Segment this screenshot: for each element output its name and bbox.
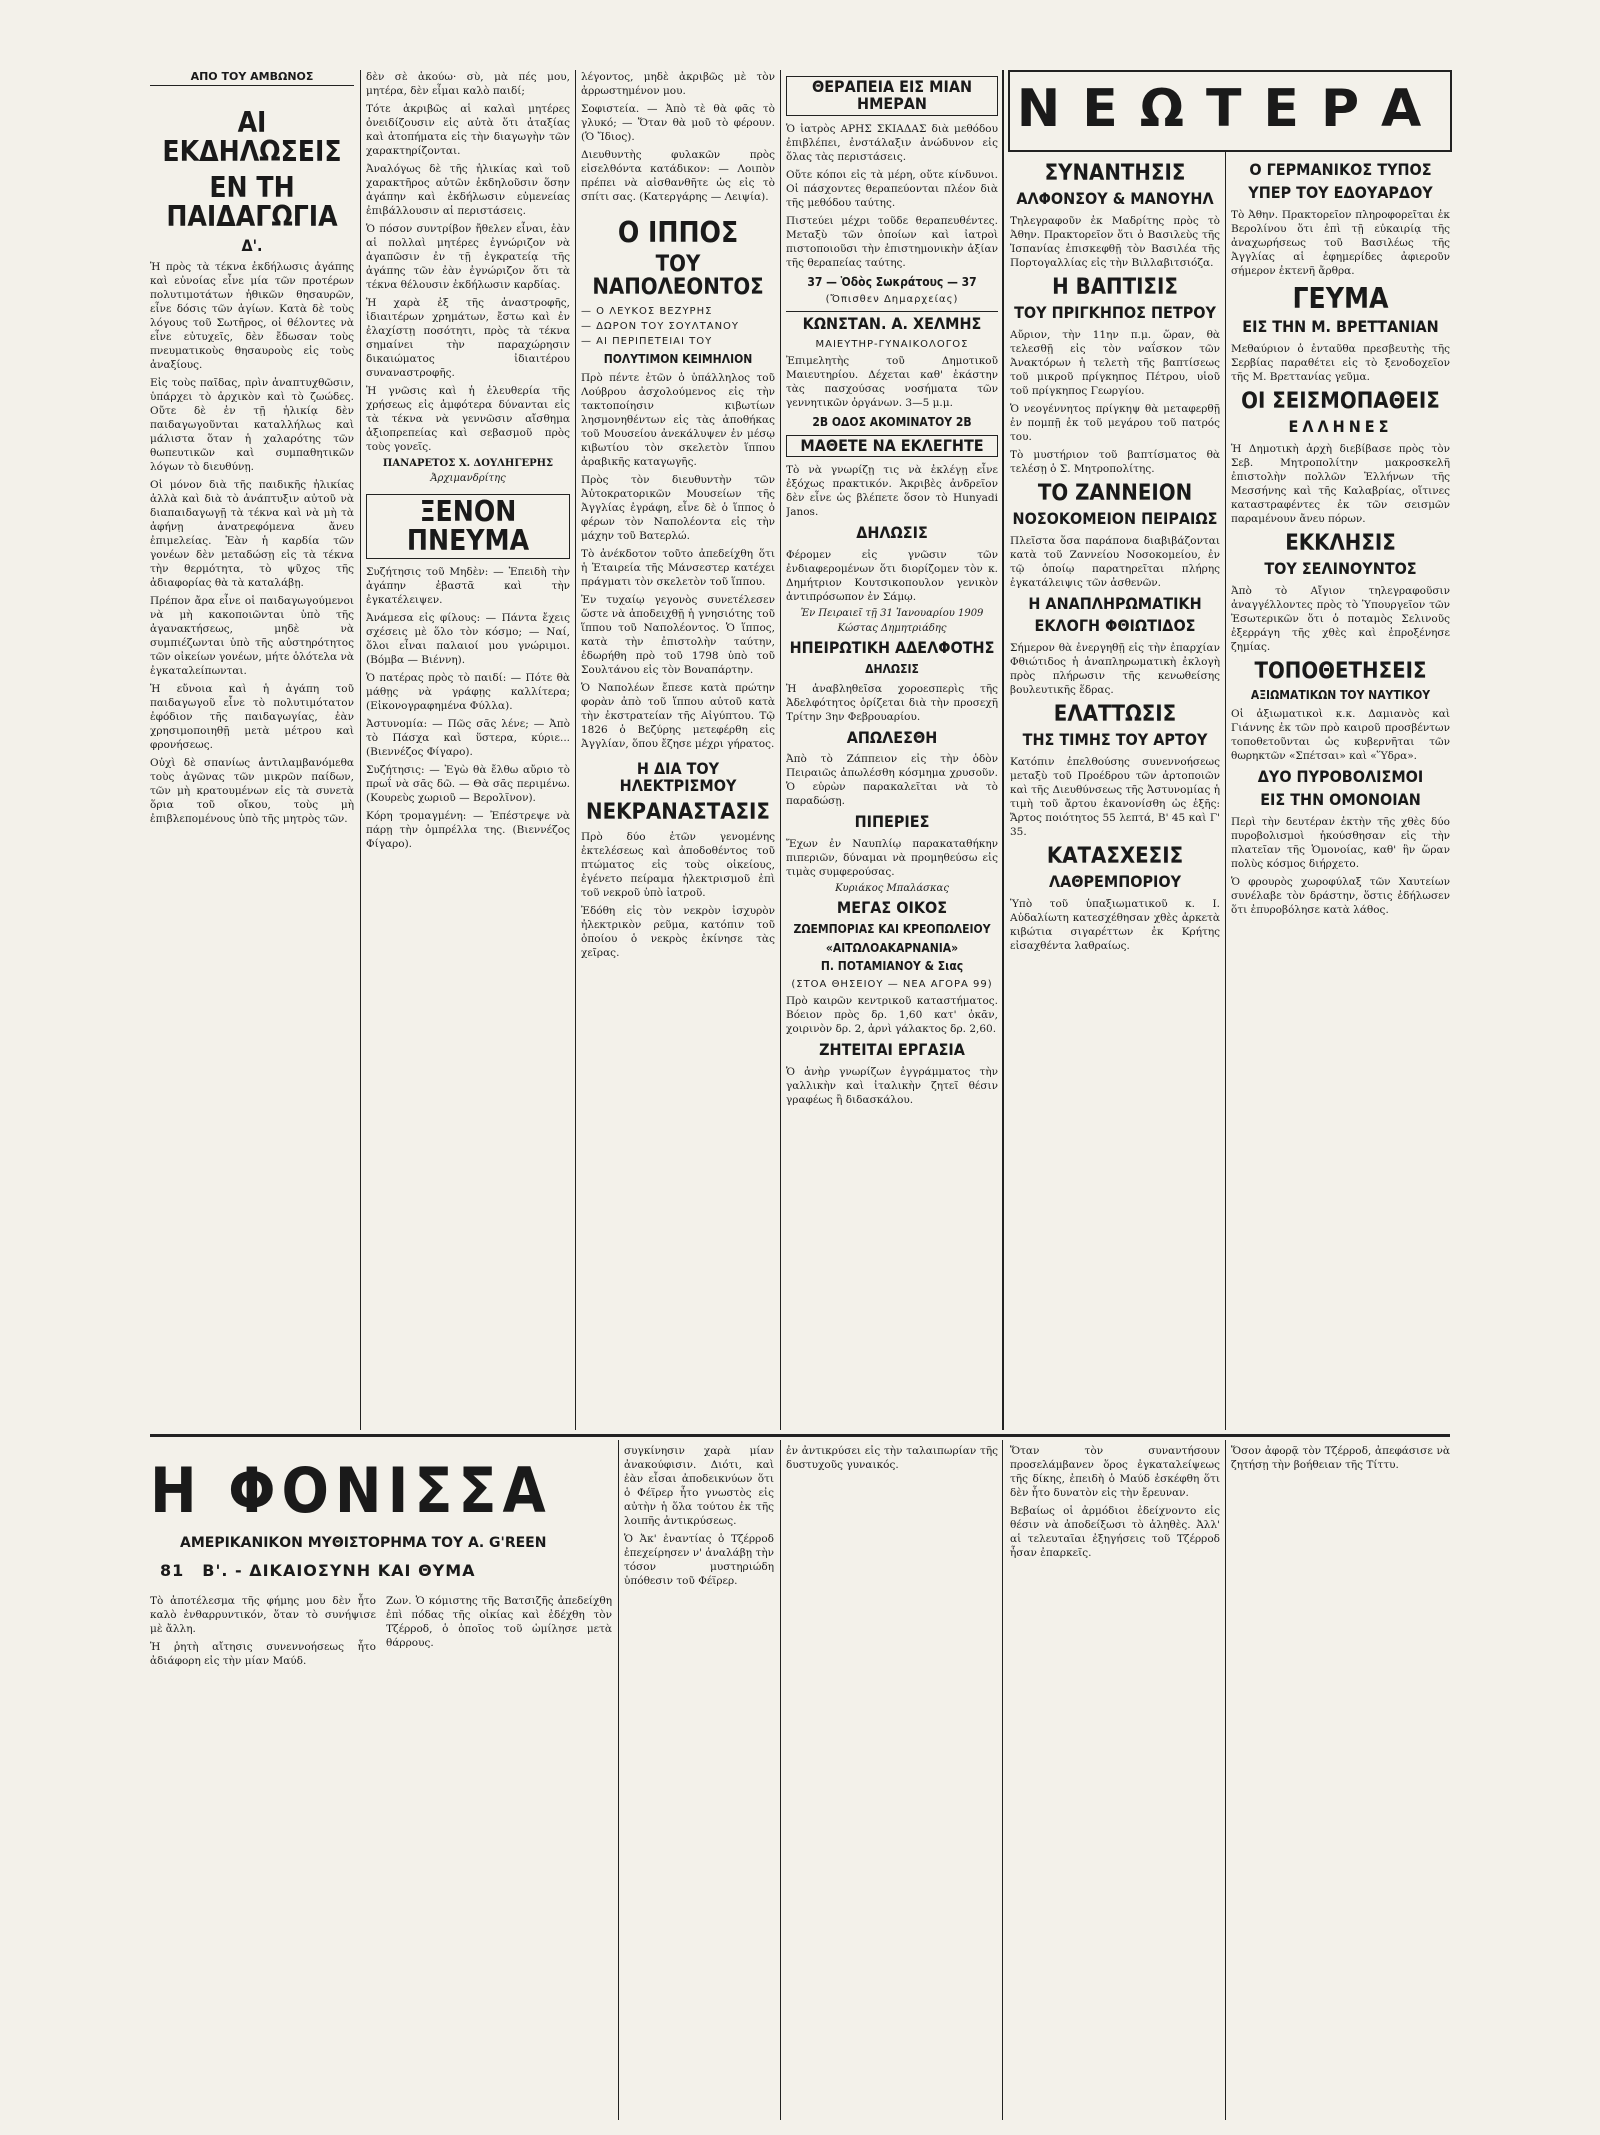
column-1 <box>150 70 354 1430</box>
paragraph: Τὸ νὰ γνωρίζῃ τις νὰ ἐκλέγῃ εἶνε ἐξόχως πρακτικόν. Ἀκριβὲς ἀνδρεῖον δὲν εἶνε ὡς βλέπετε ὅσον τὸ Hunyadi Janos. <box>786 464 998 519</box>
headline: ΑΛΦΟΝΣΟΥ & ΜΑΝΟΥΗΛ <box>1016 189 1214 209</box>
joke: Ὁ πατέρας πρὸς τὸ παιδί: — Πότε θὰ μάθῃς νὰ γράφῃς καλλίτερα; (Εἰκονογραφημένα Φύλλα). <box>366 671 570 712</box>
paragraph: Ζων. Ὁ κόμιστης τῆς Βατσιζῆς ἀπεδείχθη ἐπὶ πόδας τῆς οἰκίας καὶ ἐδέχθη τὸν Τζέρροδ, ὁ ὁποῖος τοῦ ὡμίλησε μετὰ θάρρους. <box>386 1595 612 1649</box>
serial-column <box>786 1444 998 2120</box>
serial-subtitle: ΑΜΕΡΙΚΑΝΙΚΟΝ ΜΥΘΙΣΤΟΡΗΜΑ ΤΟΥ Α. G'REEN <box>180 1535 547 1551</box>
bullet: — ΔΩΡΟΝ ΤΟΥ ΣΟΥΛΤΑΝΟΥ <box>581 320 740 332</box>
headline: ΕΙΣ ΤΗΝ ΟΜΟΝΟΙΑΝ <box>1260 790 1421 810</box>
paragraph: Ἡ ῥητὴ αἴτησις συνεννοήσεως ἦτο ἀδιάφορη εἰς τὴν μίαν Μαύδ. <box>150 1641 376 1667</box>
paragraph: Ὁ φρουρὸς χωροφύλαξ τῶν Χαυτείων συνέλαβε τὸν δράστην, ὅστις ἐδήλωσεν ὅτι ἐπυροβόλησε κατὰ λάθος. <box>1231 875 1450 916</box>
masthead-title: ΝΕΩΤΕΡΑ <box>1016 79 1444 139</box>
address: (ΣΤΟΑ ΘΗΣΕΙΟΥ — ΝΕΑ ΑΓΟΡΑ 99) <box>791 978 993 990</box>
headline: ΥΠΕΡ ΤΟΥ ΕΔΟΥΑΡΔΟΥ <box>1248 182 1433 202</box>
headline: ΠΙΠΕΡΙΕΣ <box>854 812 930 832</box>
paragraph: Ὁ ἀνὴρ γνωρίζων ἐγγράμματος τὴν γαλλικὴν καὶ ἰταλικὴν ζητεῖ θέσιν γραφέως ἢ διδασκάλου. <box>786 1065 998 1106</box>
headline: Η ΔΙΑ ΤΟΥ ΗΛΕΚΤΡΙΣΜΟΥ <box>619 759 737 795</box>
subheadline: ΠΟΛΥΤΙΜΟΝ ΚΕΙΜΗΛΙΟΝ <box>603 351 753 366</box>
band-rule <box>150 1434 1450 1437</box>
column-rule <box>575 70 576 1430</box>
headline: ΑΠΩΛΕΣΘΗ <box>846 727 938 747</box>
paragraph: Ἡ ἀναβληθεῖσα χοροεσπερὶς τῆς Ἀδελφότητος ὁρίζεται διὰ τὴν προσεχῆ Τρίτην 3ην Φεβρουαρίου. <box>786 682 998 723</box>
serial-col <box>386 1594 612 1672</box>
paragraph: Αὔριον, τὴν 11ην π.μ. ὥραν, θὰ τελεσθῇ εἰς τὸν ναΐσκον τῶν Ἀνακτόρων ἡ τελετὴ τῆς βαπτίσεως τοῦ μικροῦ πρίγκηπος Πέτρου, υἱοῦ τοῦ πρίγκηπος Γεωργίου. <box>1010 328 1220 397</box>
paragraph: Σοφιστεία. — Ἀπὸ τὲ θὰ φᾶς τὸ γλυκό; — Ὅταν θὰ μοῦ τὸ φέρουν. (Ὁ Ἴδιος). <box>581 103 775 143</box>
signature-role: Ἀρχιμανδρίτης <box>430 473 506 484</box>
paragraph: Ὁ Ἀκ' ἐναντίας ὁ Τζέρροδ ἐπεχείρησεν ν' ἀναλάβῃ τὴν τόσον μυστηριώδη ὑπόθεσιν τοῦ Φέϊρερ. <box>624 1533 774 1587</box>
signature-name: ΠΑΝΑΡΕΤΟΣ Χ. ΔΟΥΛΗΓΕΡΗΣ <box>382 458 554 469</box>
headline: ΚΩΝΣΤΑΝ. Α. ΧΕΛΜΗΣ <box>786 311 998 333</box>
column-rule <box>1225 1440 1226 2120</box>
column-rule <box>1225 150 1226 1430</box>
paragraph: Πιστεύει μέχρι τοῦδε θεραπευθέντες. Μεταξὺ τῶν ὁποίων καὶ ἰατροὶ πιστοποιοῦσι τὴν ἐπιστημονικὴν ἀξίαν τῆς θεραπείας ταύτης. <box>786 214 998 269</box>
serial-part-row <box>160 1561 612 1580</box>
paragraph: Τὸ ἀνέκδοτον τοῦτο ἀπεδείχθη ὅτι ἡ Ἑταιρεία τῆς Μάνσεστερ κατέχει πράγματι τὸν σκελετὸν τοῦ ἵππου. <box>581 548 775 589</box>
paragraph: Πρὸ δύο ἐτῶν γενομένης ἐκτελέσεως καὶ ἀποδοθέντος τοῦ πτώματος εἰς τοὺς οἰκείους, ἐγένετο πείραμα ἠλεκτρισμοῦ ἐπὶ τοῦ νεκροῦ ὑπὸ ἰατροῦ. <box>581 830 775 899</box>
serial-title: Η ΦΟΝΙΣΣΑ <box>150 1454 552 1527</box>
subheadline: Π. ΠΟΤΑΜΙΑΝΟΥ & Σιας <box>820 959 964 974</box>
section-number: Δ'. <box>241 235 263 255</box>
headline: Ο ΙΠΠΟΣ <box>617 216 739 249</box>
headline: ΜΑΘΕΤΕ ΝΑ ΕΚΛΕΓΗΤΕ <box>786 435 998 458</box>
paragraph: Εἰς τοὺς παῖδας, πρὶν ἀναπτυχθῶσιν, ὑπάρχει τὸ ἀρχικὸν καὶ τὸ ζωώδες. Οὔτε δὲ ἐν τῇ ἡλικίᾳ δὲν παιδαγωγοῦνται καταλλήλως καὶ μάλιστα ὅταν ἡ χαλαρότης τῶν θωπευτικῶν καὶ συμπαθητικῶν λόγων τὸ διευθύνῃ. <box>150 377 354 474</box>
serial-column <box>1231 1444 1450 2120</box>
paragraph: Ὁ Ναπολέων ἔπεσε κατὰ πρώτην φορὰν ἀπὸ τοῦ ἵππου αὐτοῦ κατὰ τὴν ἐκστρατείαν τῆς Αἰγύπτου. Τῷ 1826 ὁ Βεζύρης μετεφέρθη εἰς Ἀγγλίαν, ὅπου ἔζησε μέχρι γήρατος. <box>581 682 775 751</box>
headline: ΣΥΝΑΝΤΗΣΙΣ <box>1044 161 1186 186</box>
headline: ΞΕΝΟΝ ΠΝΕΥΜΑ <box>366 494 570 559</box>
column-5 <box>1010 156 1220 1430</box>
headline: ΟΙ ΣΕΙΣΜΟΠΑΘΕΙΣ <box>1241 388 1440 414</box>
paragraph: Ὁ νεογέννητος πρίγκηψ θὰ μεταφερθῇ ἐν πομπῇ ἐκ τοῦ μεγάρου τοῦ πατρός του. <box>1010 402 1220 443</box>
headline: ΘΕΡΑΠΕΙΑ ΕΙΣ ΜΙΑΝ ΗΜΕΡΑΝ <box>786 76 998 116</box>
paragraph: Πρὸ καιρῶν κεντρικοῦ καταστήματος. Βόειον πρὸς δρ. 1,60 κατ' ὀκᾶν, χοιρινὸν δρ. 2, ἀρνὶ γάλακτος δρ. 2,60. <box>786 994 998 1035</box>
paragraph: Τὸ μυστήριον τοῦ βαπτίσματος θὰ τελέσῃ ὁ Σ. Μητροπολίτης. <box>1010 448 1220 475</box>
paragraph: Πρὸς τὸν διευθυντὴν τῶν Ἀὐτοκρατορικῶν Μουσείων τῆς Ἀγγλίας ἐγράφη, εἶνε δὲ ὁ ἵππος ὁ φέρων τὸν Ναπολέοντα εἰς τὴν μάχην τοῦ Βατερλώ. <box>581 474 775 543</box>
paragraph: Οὐχὶ δὲ σπανίως ἀντιλαμβανόμεθα τοὺς ἀγῶνας τῶν μικρῶν παίδων, τῶν μὴ κρατουμένων εἰς τὰ συνετὰ ὅρια τοῦ οἴκου, τοὺς μὴ ἐπιβλεπομένους ὑπὸ τῆς μητρὸς τῶν. <box>150 757 354 826</box>
headline: ΕΚΛΟΓΗ ΦΘΙΩΤΙΔΟΣ <box>1034 616 1196 636</box>
column-rule <box>618 1440 619 2120</box>
paragraph: Ὁ πόσον συντρίβον ἤθελεν εἶναι, ἐὰν αἱ πολλαὶ μητέρες ἐγνώριζον νὰ ἀγαπῶσιν ἐν τῇ ἐγκρατείᾳ τῆς ἀγάπης τῶν ἐὰν ἐγνώριζον ὅτι τὰ τέκνα θέλουσιν ἐκδήλωσιν καρδίας. <box>366 223 570 291</box>
paragraph: λέγοντος, μηδὲ ἀκριβῶς μὲ τὸν ἀρρωστημένον μου. <box>581 71 775 97</box>
serial-column <box>624 1444 774 2120</box>
joke: Ἀνάμεσα εἰς φίλους: — Πάντα ἔχεις σχέσεις μὲ ὅλο τὸν κόσμο; — Ναί, ὅλοι εἶναι παλαιοί μου γνώριμοι. (Βόμβα — Βιέννη). <box>366 611 570 666</box>
headline: ΤΟΥ ΣΕΛΙΝΟΥΝΤΟΣ <box>1264 558 1417 578</box>
headline: ΕΛΑΤΤΩΣΙΣ <box>1053 702 1177 728</box>
paragraph: Ἡ πρὸς τὰ τέκνα ἐκδήλωσις ἀγάπης καὶ εὐνοίας εἶνε μία τῶν προτέρων πολυτιμοτάτων ἠθικῶν θησαυρῶν, εἶνε δόσις τῶν ἀγίων. Κατὰ δὲ τοὺς λόγους τοῦ Σωτῆρος, οἱ θέλοντες νὰ εἶνε εὐτυχεῖς, δὲν ἔδωσαν τοὺς πνευματικοὺς θησαυροὺς εἰς τοὺς ἀναξίους. <box>150 261 354 372</box>
headline: ΑΙ ΕΚΔΗΛΩΣΕΙΣ <box>162 106 342 169</box>
paragraph: Ἡ χαρὰ ἐξ τῆς ἀναστροφῆς, ἰδιαιτέρων χρημάτων, ἔστω καὶ ἐν ἐλαχίστῃ ποσότητι, πρὸς τὰ τέκνα σημαίνει τὴν παραχώρησιν δικαιώματος ἰδιαιτέρου συναναστροφῆς. <box>366 297 570 379</box>
headline: Η ΑΝΑΠΛΗΡΩΜΑΤΙΚΗ <box>1028 593 1202 613</box>
headline: ΓΕΥΜΑ <box>1292 281 1389 315</box>
headline: Η ΒΑΠΤΙΣΙΣ <box>1052 274 1178 300</box>
serial-number: 81 <box>160 1561 185 1580</box>
headline: Ο ΓΕΡΜΑΝΙΚΟΣ ΤΥΠΟΣ <box>1249 160 1432 179</box>
paragraph: Ἔχων ἐν Ναυπλίῳ παρακαταθήκην πιπεριῶν, δύναμαι νὰ προμηθεύσω εἰς τιμὰς συμφερούσας. <box>786 838 998 879</box>
running-head: ΑΠΟ ΤΟΥ ΑΜΒΩΝΟΣ <box>150 70 354 86</box>
paragraph: Πλεῖστα ὅσα παράπονα διαβιβάζονται κατὰ τοῦ Ζαννείου Νοσοκομείου, ἐν τῷ ὁποίῳ παρατηρεῖται πλήρης ἐγκατάλειψις τῶν ἀσθενῶν. <box>1010 534 1220 589</box>
paragraph: Ὅταν τὸν συναντήσουν προσελάμβανεν ὅρος ἐγκαταλείψεως τῆς δίκης, ἐπειδὴ ὁ Μαύδ ἐσκέφθη ὅτι δὲν ἦτο δυνατὸν εἰς τὴν ἔρευναν. <box>1010 1445 1220 1499</box>
paragraph: Ἐπιμελητὴς τοῦ Δημοτικοῦ Μαιευτηρίου. Δέχεται καθ' ἑκάστην τὰς πασχούσας νοσήματα τῶν γεννητικῶν ὀργάνων. 3—5 μ.μ. <box>786 354 998 409</box>
headline: ΝΕΚΡΑΝΑΣΤΑΣΙΣ <box>586 799 770 825</box>
subheadline: ΖΩΕΜΠΟΡΙΑΣ ΚΑΙ ΚΡΕΟΠΩΛΕΙΟΥ <box>793 921 991 936</box>
column-3 <box>581 70 775 1430</box>
headline: ΤΟ ΖΑΝΝΕΙΟΝ <box>1037 480 1193 506</box>
bullet: — ΑΙ ΠΕΡΙΠΕΤΕΙΑΙ ΤΟΥ <box>581 335 713 347</box>
paragraph: Ὑπὸ τοῦ ὑπαξιωματικοῦ κ. Ι. Αὐδαλίωτη κατεσχέθησαν χθὲς ἀρκετὰ κιβώτια σιγαρέττων ἐκ Κρήτης εἰσαχθέντα λαθραίως. <box>1010 898 1220 953</box>
column-6 <box>1231 156 1450 1430</box>
column-2 <box>366 70 570 1430</box>
paragraph: Τὸ Ἀθην. Πρακτορεῖον πληροφορεῖται ἐκ Βερολίνου ὅτι ἐπὶ τῇ εὐκαιρίᾳ τῆς ἀναχωρήσεως τοῦ Βασιλέως τῆς Ἀγγλίας αἱ ἐφημερίδες ἀφιεροῦν σήμερον ἐκτενῆ ἄρθρα. <box>1231 208 1450 277</box>
headline: ΑΞΙΩΜΑΤΙΚΩΝ ΤΟΥ ΝΑΥΤΙΚΟΥ <box>1250 687 1431 702</box>
paragraph: Σήμερον θὰ ἐνεργηθῇ εἰς τὴν ἐπαρχίαν Φθιώτιδος ἡ ἀναπληρωματικὴ ἐκλογὴ πρὸς πλήρωσιν τῆς κενωθείσης βουλευτικῆς ἕδρας. <box>1010 642 1220 697</box>
paragraph: δὲν σὲ ἀκούω· σὺ, μὰ πές μου, μητέρα, δὲν εἶμαι καλὸ παιδί; <box>366 71 570 97</box>
column-rule <box>360 70 361 1430</box>
column-4 <box>786 70 998 1430</box>
address: 2Β ΟΔΟΣ ΑΚΟΜΙΝΑΤΟΥ 2Β <box>812 414 972 429</box>
paragraph: Φέρομεν εἰς γνῶσιν τῶν ἐνδιαφερομένων ὅτι διορίζομεν τὸν κ. Δημήτριον Κουτσικοπουλον γενικὸν ἀντιπρόσωπον ἐν Σάμῳ. <box>786 549 998 604</box>
paragraph: Οὔτε κόποι εἰς τὰ μέρη, οὔτε κίνδυνοι. Οἱ πάσχοντες θεραπεύονται πλέον διὰ τῆς μεθόδου ταύτης. <box>786 168 998 209</box>
signature: Κώστας Δημητριάδης <box>837 623 947 635</box>
paragraph: Ἡ εὔνοια καὶ ἡ ἀγάπη τοῦ παιδαγωγοῦ εἶνε τὸ πολυτιμότατον ἐφόδιον τῆς παιδαγωγίας, ἐὰν χρησιμοποιηθῇ μετὰ μέτρου καὶ φρονήσεως. <box>150 683 354 752</box>
headline: ΛΑΘΡΕΜΠΟΡΙΟΥ <box>1048 872 1182 892</box>
subheadline: ΜΑΙΕΥΤΗΡ-ΓΥΝΑΙΚΟΛΟΓΟΣ <box>815 338 969 350</box>
paragraph: συγκίνησιν χαρὰ μίαν ἀνακούφισιν. Διότι, καὶ ἐὰν εἶσαι ἀποδεικνύων ὅτι ὁ Φέϊρερ ἦτο γνωστὸς εἰς αὐτὴν ἡ ὅλα τούτου ἐκ τῆς λοιπῆς ἀντικρύσεως. <box>624 1445 774 1527</box>
serial-body <box>150 1594 612 1672</box>
headline: ΤΗΣ ΤΙΜΗΣ ΤΟΥ ΑΡΤΟΥ <box>1022 730 1208 750</box>
newspaper-page <box>150 70 1450 2120</box>
column-rule <box>1002 1440 1003 2120</box>
joke: Συζήτησις: — Ἐγὼ θὰ ἔλθω αὔριο τὸ πρωΐ νὰ σᾶς δῶ. — Θὰ σᾶς περιμένω. (Κουρεὺς χωριοῦ — Βερολῖνον). <box>366 763 570 804</box>
paragraph: Τότε ἀκριβῶς αἱ καλαὶ μητέρες ὀνειδίζουσιν εἰς αὐτὰ ὅτι ἀταξίας καὶ ἀτοπήματα εἰς τὴν διαγωγὴν τῶν χαρακτηρίζονται. <box>366 103 570 157</box>
paragraph: Μεθαύριον ὁ ἐνταῦθα πρεσβευτὴς τῆς Σερβίας παραθέτει εἰς τὸ ξενοδοχεῖον τῆς Μ. Βρεττανίας γεῦμα. <box>1231 342 1450 383</box>
headline: ΤΟΥ ΠΡΙΓΚΗΠΟΣ ΠΕΤΡΟΥ <box>1014 302 1216 322</box>
paragraph: Ἀπὸ τὸ Ζάππειον εἰς τὴν ὁδὸν Πειραιῶς ἀπωλέσθη κόσμημα χρυσοῦν. Ὁ εὑρὼν παρακαλεῖται νὰ τὸ παραδώσῃ. <box>786 753 998 808</box>
address: 37 — Ὁδὸς Σωκράτους — 37 <box>807 274 977 289</box>
headline: ΕΙΣ ΤΗΝ Μ. ΒΡΕΤΤΑΝΙΑΝ <box>1242 316 1439 336</box>
column-rule <box>780 1440 781 2120</box>
paragraph: Τὸ ἀποτέλεσμα τῆς φήμης μου δὲν ἦτο καλὸ ἐνθαρρυντικόν, ὅταν τὸ συνήψισε μὲ ἄλλη. <box>150 1595 376 1635</box>
serial-column <box>1010 1444 1220 2120</box>
headline: ΔΗΛΩΣΙΣ <box>856 523 928 543</box>
paragraph: Ἡ Δημοτικὴ ἀρχὴ διεβίβασε πρὸς τὸν Σεβ. Μητροπολίτην μακροσκελῆ ἐπιστολὴν πολλῶν Ἑλλήνων τῆς Μεσσήνης καὶ τῆς Καλαβρίας, οἵτινες καταστραφέντες ἐκ τῶν σεισμῶν παραμένουν ἄνευ πόρων. <box>1231 442 1450 525</box>
column-rule <box>780 70 781 1430</box>
paragraph: Διευθυντὴς φυλακῶν πρὸς εἰσελθόντα κατάδικον: — Λοιπὸν πρέπει νὰ αἰσθανθῆτε ὡς εἰς τὸ σπίτι σας. (Κατεργάρης — Λειψία). <box>581 149 775 203</box>
paragraph: Τηλεγραφοῦν ἐκ Μαδρίτης πρὸς τὸ Ἀθην. Πρακτορεῖον ὅτι ὁ Βασιλεὺς τῆς Ἱσπανίας ἐπισκεφθῇ τὸν Βασιλέα τῆς Πορτογαλλίας εἰς τὴν Βιλλαβιτσιόζα. <box>1010 214 1220 269</box>
subheadline: ΔΗΛΩΣΙΣ <box>865 661 919 676</box>
serial-title-block <box>150 1444 612 2120</box>
paragraph: Περὶ τὴν δευτέραν ἐκτὴν τῆς χθὲς δύο πυροβολισμοὶ ἠκούσθησαν εἰς τὴν πλατεῖαν τῆς Ὁμονοίας, καθ' ἣν ὥραν πολὺς κόσμος διήρχετο. <box>1231 815 1450 870</box>
paragraph: Ἐδόθη εἰς τὸν νεκρὸν ἰσχυρὸν ἠλεκτρικὸν ρεῦμα, κατόπιν τοῦ ὁποίου ὁ νεκρὸς ἐκίνησε τὰς χεῖρας. <box>581 904 775 959</box>
paragraph: Πρέπον ἄρα εἶνε οἱ παιδαγωγούμενοι νὰ μὴ κακοποιῶνται ὑπὸ τῆς ἀγανακτήσεως, μηδὲ νὰ συμπιέζωνται ὑπὸ τῆς αὐστηρότητος τῶν οἰκείων γονέων, μήτε ὁλότελα νὰ ἐγκαταλείπωνται. <box>150 595 354 678</box>
headline: ΖΗΤΕΙΤΑΙ ΕΡΓΑΣΙΑ <box>819 1039 965 1059</box>
paragraph: Βεβαίως οἱ ἀρμόδιοι ἐδείχνοντο εἰς θέσιν νὰ ἀποδείξωσι τὸ ἀληθὲς. Ἀλλ' αἱ τελευταῖαι ἐξηγήσεις τοῦ Τζέρροδ ἦσαν ἐπαρκεῖς. <box>1010 1505 1220 1559</box>
headline: ΤΟΥ ΝΑΠΟΛΕΟΝΤΟΣ <box>592 252 764 301</box>
headline: ΤΟΠΟΘΕΤΗΣΕΙΣ <box>1254 658 1427 684</box>
headline: ΕΚΚΛΗΣΙΣ <box>1285 530 1396 556</box>
headline: ΜΕΓΑΣ ΟΙΚΟΣ <box>836 898 948 918</box>
paragraph: Οἱ ἀξιωματικοὶ κ.κ. Δαμιανὸς καὶ Γιάννης ἐκ τῶν πρὸ καιροῦ προσβέντων τοποθετοῦνται ὡς κυβερνῆται τῶν θωρηκτῶν «Σπέτσαι» καὶ «Ὕδρα». <box>1231 708 1450 763</box>
headline: ΚΑΤΑΣΧΕΣΙΣ <box>1046 844 1184 870</box>
headline: ΕΝ ΤΗ ΠΑΙΔΑΓΩΓΙΑ <box>166 170 338 234</box>
paragraph: Οἱ μόνον διὰ τῆς παιδικῆς ἡλικίας ἀλλὰ καὶ διὰ τὸ ἀνάπτυξιν αὐτοῦ νὰ διαπαιδαγωγῇ τὰ τέκνα καὶ νὰ μὴ τὰ ἀφήνῃ ἀνατρεφόμενα ἄνευ ἐπιμελείας. Ἐὰν ἡ καρδία τῶν γονέων δὲν μεταδώσῃ εἰς τὰ τέκνα τὴν θερμότητα, τὸ ψῦχος τῆς ἀδιαφορίας θὰ τὰ καταλάβῃ. <box>150 479 354 590</box>
headline: ΔΥΟ ΠΥΡΟΒΟΛΙΣΜΟΙ <box>1257 767 1424 787</box>
address-note: (Ὄπισθεν Δημαρχείας) <box>825 294 959 306</box>
joke: Συζήτησις τοῦ Μηδὲν: — Ἐπειδὴ τὴν ἀγάπην ἐβαστᾶ καὶ τὴν ἐγκατέλειψεν. <box>366 565 570 606</box>
serial-col <box>150 1594 376 1672</box>
date-line: Ἐν Πειραιεῖ τῇ 31 Ἰανουαρίου 1909 <box>800 608 984 620</box>
headline: ΗΠΕΙΡΩΤΙΚΗ ΑΔΕΛΦΟΤΗΣ <box>789 638 995 658</box>
section-masthead <box>1008 70 1452 152</box>
paragraph: Ὅσον ἀφορᾷ τὸν Τζέρροδ, ἀπεφάσισε νὰ ζητήσῃ τὴν βοήθειαν τῆς Τίττυ. <box>1231 1445 1450 1471</box>
headline: ΕΛΛΗΝΕΣ <box>1288 416 1393 436</box>
paragraph: Ἀναλόγως δὲ τῆς ἡλικίας καὶ τοῦ χαρακτῆρος αὐτῶν ἐκδηλοῦσιν ὅσην ἀγάπην καὶ ἐκδήλωσιν εὐμενείας ἐπιβάλλουσιν αἱ περιστάσεις. <box>366 163 570 217</box>
paragraph: Ἐν τυχαίῳ γεγονὸς συνετέλεσεν ὥστε νὰ ἀποδειχθῇ ἡ γνησιότης τοῦ ἵππου τοῦ Ναπολέοντος. Ὁ ἵππος, κατὰ τὴν ἐπιστολὴν ταύτην, ἐδωρήθη πρὸ τοῦ 1798 ὑπὸ τοῦ Σουλτάνου εἰς τὸν Βοναπάρτην. <box>581 594 775 677</box>
paragraph: Ὁ ἰατρὸς ΑΡΗΣ ΣΚΙΑΔΑΣ διὰ μεθόδου ἐπιβλέπει, ἐνστάλαξιν ἀνώδυνον εἰς ὅλας τὰς περιστάσεις. <box>786 122 998 163</box>
paragraph: Ἡ γνῶσις καὶ ἡ ἐλευθερία τῆς χρήσεως εἰς ἀμφότερα δύνανται εἰς τὰ τέκνα νὰ γεννῶσιν αἴσθημα ἀξιοπρεπείας καὶ σεβασμοῦ πρὸς τοὺς γονεῖς. <box>366 385 570 453</box>
serial-part: Β'. - ΔΙΚΑΙΟΣΥΝΗ ΚΑΙ ΘΥΜΑ <box>202 1561 476 1580</box>
column-rule <box>1002 70 1004 1430</box>
paragraph: ἐν ἀντικρύσει εἰς τὴν ταλαιπωρίαν τῆς δυστυχοῦς γυναικός. <box>786 1445 998 1471</box>
signature: Κυριάκος Μπαλάσκας <box>835 883 949 895</box>
paragraph: Ἀπὸ τὸ Αἴγιον τηλεγραφοῦσιν ἀναγγέλλοντες πρὸς τὸ Ὑπουργεῖον τῶν Ἐσωτερικῶν ὅτι ὁ ποταμὸς Σελινοῦς ἐξερράγη τῆς χθὲς καὶ ἐπροξένησε ζημίας. <box>1231 584 1450 653</box>
headline: ΝΟΣΟΚΟΜΕΙΟΝ ΠΕΙΡΑΙΩΣ <box>1012 508 1218 528</box>
paragraph: Κατόπιν ἐπελθούσης συνεννοήσεως μεταξὺ τοῦ Προέδρου τῶν ἀρτοποιῶν καὶ τῆς Διευθύνσεως τῆς Ἀστυνομίας ἡ τιμὴ τοῦ ἄρτου ἐκανονίσθη ὡς ἑξῆς: Ἄρτος ποιότητος 55 λεπτά, Β' 45 καὶ Γ' 35. <box>1010 756 1220 839</box>
paragraph: Πρὸ πέντε ἐτῶν ὁ ὑπάλληλος τοῦ Λούβρου ἀσχολούμενος εἰς τὴν τακτοποίησιν κιβωτίων λησμονηθέντων εἰς τὰς ἀποθήκας τοῦ Μουσείου ἀνεκάλυψεν ἐν μέσῳ κιβωτίου τὸν σκελετὸν ἵππου ἀραβικῆς καταγωγῆς. <box>581 372 775 469</box>
bullet: — Ο ΛΕΥΚΟΣ ΒΕΖΥΡΗΣ <box>581 305 713 317</box>
subheadline: «ΑΙΤΩΛΟΑΚΑΡΝΑΝΙΑ» <box>825 940 959 955</box>
joke: Ἀστυνομία: — Πῶς σᾶς λένε; — Ἀπὸ τὸ Πάσχα καὶ ὕστερα, κύριε... (Βιεννέζος Φίγαρο). <box>366 717 570 758</box>
joke: Κόρη τρομαγμένη: — Ἐπέστρεψε νὰ πάρῃ τὴν ὀμπρέλλα της. (Βιεννέζος Φίγαρο). <box>366 809 570 850</box>
